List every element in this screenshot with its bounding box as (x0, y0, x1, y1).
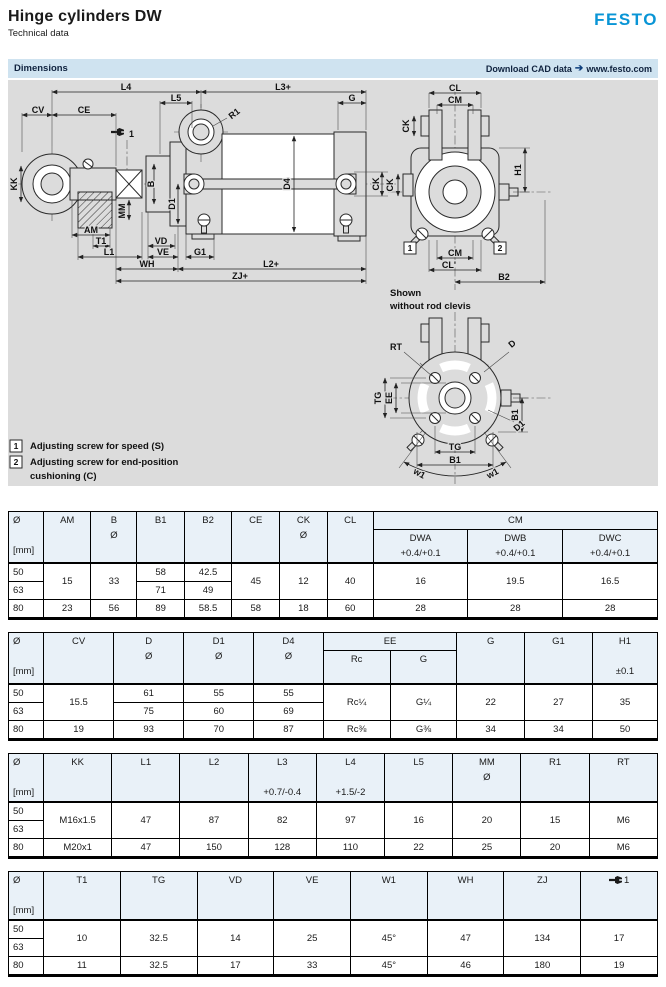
dim-label-l2: L2+ (263, 259, 279, 269)
value-cell: 17 (581, 920, 658, 957)
column-header: Ø [mm] (9, 872, 44, 921)
value-cell: 40 (327, 563, 373, 600)
value-cell: 49 (184, 582, 231, 600)
table-2-container (8, 632, 658, 741)
value-cell: 75 (114, 703, 184, 721)
value-cell: 19 (581, 957, 658, 976)
value-cell: 15 (44, 563, 91, 600)
value-cell: 56 (91, 600, 137, 619)
size-cell: 80 (9, 957, 44, 976)
table-row (9, 600, 658, 619)
column-header: KK (44, 754, 112, 803)
value-cell: G¼ (390, 684, 457, 721)
value-cell: 11 (44, 957, 121, 976)
shown-note-line2: without rod clevis (390, 301, 471, 312)
column-header: B2 (184, 512, 231, 564)
column-header: CK Ø (280, 512, 327, 564)
value-cell: 87 (180, 802, 248, 839)
column-header: MM Ø (453, 754, 521, 803)
column-subheader: DWA +0.4/+0.1 (373, 530, 468, 564)
value-cell: 150 (180, 839, 248, 858)
table-row (9, 721, 658, 740)
value-cell: 61 (114, 684, 184, 703)
cad-link-url: www.festo.com (586, 63, 652, 74)
size-cell: 63 (9, 703, 44, 721)
value-cell: 25 (453, 839, 521, 858)
value-cell: M6 (589, 802, 657, 839)
dim-label-r1: R1 (226, 106, 242, 122)
value-cell: Rc¼ (323, 684, 390, 721)
column-header: VD (197, 872, 274, 921)
dim-label-mm: MM (117, 203, 127, 219)
value-cell: 34 (524, 721, 592, 740)
dim-label-rt: RT (390, 342, 402, 352)
column-header: 1 (581, 872, 658, 921)
dim-label-cl-prime: CL' (441, 260, 457, 270)
dim-label-tg-left: TG (373, 391, 383, 405)
dim-label-ck-fork: CK (401, 119, 411, 133)
value-cell: 70 (184, 721, 254, 740)
dim-label-wh: WH (139, 259, 155, 269)
value-cell: 47 (112, 839, 180, 858)
value-cell: 60 (327, 600, 373, 619)
value-cell: 42.5 (184, 563, 231, 582)
value-cell: 180 (504, 957, 581, 976)
technical-drawing-panel (8, 80, 658, 486)
value-cell: 55 (254, 684, 323, 703)
table-3-container (8, 753, 658, 859)
dim-label-am: AM (84, 225, 98, 235)
section-title: Dimensions (14, 63, 68, 74)
dim-label-g1: G1 (193, 247, 207, 257)
dimensions-table-4 (8, 871, 658, 977)
value-cell: 97 (316, 802, 384, 839)
value-cell: 110 (316, 839, 384, 858)
column-header: H1 ±0.1 (593, 633, 658, 685)
cad-link-text: Download CAD data (485, 63, 572, 74)
column-header: D Ø (114, 633, 184, 685)
dim-label-w1-right: w1 (484, 466, 501, 481)
value-cell: M16x1.5 (44, 802, 112, 839)
dim-label-ce: CE (77, 105, 91, 115)
column-header: G (457, 633, 524, 685)
size-cell: 50 (9, 920, 44, 939)
dim-label-d1: D1 (167, 198, 177, 210)
table-4-container (8, 871, 658, 977)
column-header: B Ø (91, 512, 137, 564)
value-cell: 14 (197, 920, 274, 957)
download-cad-link[interactable] (486, 63, 652, 74)
value-cell: 22 (457, 684, 524, 721)
dim-label-vd: VD (154, 236, 168, 246)
column-subheader: DWB +0.4/+0.1 (468, 530, 563, 564)
value-cell: 55 (184, 684, 254, 703)
drawing-footnotes (10, 440, 179, 482)
dim-label-cl: CL (449, 83, 461, 93)
value-cell: 35 (593, 684, 658, 721)
dimensions-section-bar (8, 59, 658, 78)
page-header (8, 8, 658, 56)
value-cell: 32.5 (120, 957, 197, 976)
dim-label-l4: L4 (120, 82, 132, 92)
value-cell: 82 (248, 802, 316, 839)
footnote-marker-2: 2 (13, 457, 19, 467)
value-cell: 134 (504, 920, 581, 957)
value-cell: 47 (427, 920, 504, 957)
value-cell: 47 (112, 802, 180, 839)
value-cell: 93 (114, 721, 184, 740)
dim-label-d1-rear: D1 (511, 418, 527, 434)
column-subheader: Rc (323, 651, 390, 685)
value-cell: 16 (373, 563, 468, 600)
dim-label-w1-left: w1 (411, 466, 428, 481)
value-cell: M20x1 (44, 839, 112, 858)
column-header: L4 +1.5/-2 (316, 754, 384, 803)
value-cell: 16 (385, 802, 453, 839)
value-cell: 32.5 (120, 920, 197, 957)
value-cell: 15 (521, 802, 589, 839)
size-cell: 63 (9, 821, 44, 839)
value-cell: 58 (232, 600, 280, 619)
value-cell: 58 (137, 563, 184, 582)
dim-label-b1-bottom: B1 (449, 455, 461, 465)
dim-label-b2: B2 (498, 272, 510, 282)
value-cell: 33 (274, 957, 351, 976)
table-row (9, 802, 658, 821)
dim-label-l1: L1 (103, 247, 115, 257)
column-header: AM (44, 512, 91, 564)
column-header: B1 (137, 512, 184, 564)
side-view (12, 104, 396, 241)
value-cell: 46 (427, 957, 504, 976)
value-cell: 128 (248, 839, 316, 858)
column-header: TG (120, 872, 197, 921)
value-cell: 50 (593, 721, 658, 740)
column-header: CL (327, 512, 373, 564)
dim-label-cm-bottom: CM (448, 248, 462, 258)
value-cell: Rc⅜ (323, 721, 390, 740)
column-header: VE (274, 872, 351, 921)
value-cell: 20 (453, 802, 521, 839)
size-cell: 63 (9, 939, 44, 957)
end-view-bottom (373, 312, 553, 484)
footnote-text-2: Adjusting screw for end-position (30, 457, 179, 468)
value-cell: 22 (385, 839, 453, 858)
column-header: L2 (180, 754, 248, 803)
technical-drawing (8, 80, 658, 486)
value-cell: 28 (563, 600, 658, 619)
size-cell: 50 (9, 563, 44, 582)
shown-note-line1: Shown (390, 288, 422, 299)
dim-label-g: G (348, 93, 356, 103)
dim-label-ck: CK (371, 177, 381, 191)
size-cell: 63 (9, 582, 44, 600)
column-header: L5 (385, 754, 453, 803)
table-row (9, 920, 658, 939)
dim-label-b: B (146, 180, 156, 188)
size-cell: 50 (9, 802, 44, 821)
column-header: L3 +0.7/-0.4 (248, 754, 316, 803)
dim-label-cv: CV (31, 105, 45, 115)
value-cell: 28 (373, 600, 468, 619)
column-header: T1 (44, 872, 121, 921)
value-cell: 16.5 (563, 563, 658, 600)
footnote-marker-1: 1 (13, 441, 19, 451)
footnote-text-2b: cushioning (C) (30, 471, 97, 482)
table-row (9, 839, 658, 858)
column-header: CV (44, 633, 114, 685)
value-cell: 17 (197, 957, 274, 976)
page-subtitle: Technical data (8, 28, 69, 39)
size-cell: 80 (9, 839, 44, 858)
column-header: Ø [mm] (9, 754, 44, 803)
dim-label-t1: T1 (95, 236, 107, 246)
value-cell: 33 (91, 563, 137, 600)
value-cell: 58.5 (184, 600, 231, 619)
dim-label-d: D (506, 337, 518, 350)
size-cell: 50 (9, 684, 44, 703)
dim-label-cm-top: CM (448, 95, 462, 105)
callout-2: 2 (497, 243, 503, 253)
table-1-container (8, 511, 658, 620)
size-cell: 80 (9, 600, 44, 619)
value-cell: 10 (44, 920, 121, 957)
table-row (9, 957, 658, 976)
column-header: ZJ (504, 872, 581, 921)
dim-label-b1-side: B1 (510, 409, 520, 421)
column-header: G1 (524, 633, 592, 685)
value-cell: 34 (457, 721, 524, 740)
dim-label-kk: KK (9, 177, 19, 191)
table-row (9, 684, 658, 703)
value-cell: G⅜ (390, 721, 457, 740)
end-view-top (385, 83, 553, 290)
value-cell: 20 (521, 839, 589, 858)
value-cell: 25 (274, 920, 351, 957)
value-cell: 12 (280, 563, 327, 600)
column-header: R1 (521, 754, 589, 803)
value-cell: 28 (468, 600, 563, 619)
dim-label-ee: EE (384, 391, 394, 405)
value-cell: 71 (137, 582, 184, 600)
dim-label-l5: L5 (170, 93, 182, 103)
value-cell: M6 (589, 839, 657, 858)
column-header: D4 Ø (254, 633, 323, 685)
callout-1: 1 (407, 243, 413, 253)
column-header: D1 Ø (184, 633, 254, 685)
wrench-icon (609, 876, 622, 884)
value-cell: 45 (232, 563, 280, 600)
column-subheader: G (390, 651, 457, 685)
dim-label-tg-bottom: TG (448, 442, 462, 452)
value-cell: 19 (44, 721, 114, 740)
dim-label-d4: D4 (282, 178, 292, 190)
value-cell: 45° (350, 957, 427, 976)
dim-label-wrench1: 1 (129, 129, 135, 139)
column-header: Ø [mm] (9, 512, 44, 564)
value-cell: 27 (524, 684, 592, 721)
column-header: L1 (112, 754, 180, 803)
column-header: CM (373, 512, 657, 530)
size-cell: 80 (9, 721, 44, 740)
column-header: CE (232, 512, 280, 564)
dimensions-table-2 (8, 632, 658, 741)
value-cell: 69 (254, 703, 323, 721)
dimensions-table-1 (8, 511, 658, 620)
arrow-right-icon: ➔ (574, 63, 584, 74)
column-header: W1 (350, 872, 427, 921)
value-cell: 18 (280, 600, 327, 619)
value-cell: 15.5 (44, 684, 114, 721)
column-subheader: DWC +0.4/+0.1 (563, 530, 658, 564)
value-cell: 87 (254, 721, 323, 740)
dim-label-zj: ZJ+ (232, 271, 248, 281)
column-header: RT (589, 754, 657, 803)
value-cell: 45° (350, 920, 427, 957)
table-row (9, 563, 658, 582)
footnote-text-1: Adjusting screw for speed (S) (30, 441, 165, 452)
dim-label-ve: VE (156, 247, 170, 257)
value-cell: 60 (184, 703, 254, 721)
column-header: EE (323, 633, 457, 651)
dim-label-l3: L3+ (275, 82, 291, 92)
dim-label-ck-boss: CK (385, 178, 395, 192)
column-header: Ø [mm] (9, 633, 44, 685)
festo-logo: FESTO (594, 10, 658, 29)
dim-label-h1: H1 (513, 164, 523, 176)
dimensions-table-3 (8, 753, 658, 859)
value-cell: 89 (137, 600, 184, 619)
value-cell: 23 (44, 600, 91, 619)
column-header: WH (427, 872, 504, 921)
value-cell: 19.5 (468, 563, 563, 600)
page-title: Hinge cylinders DW (8, 8, 162, 25)
